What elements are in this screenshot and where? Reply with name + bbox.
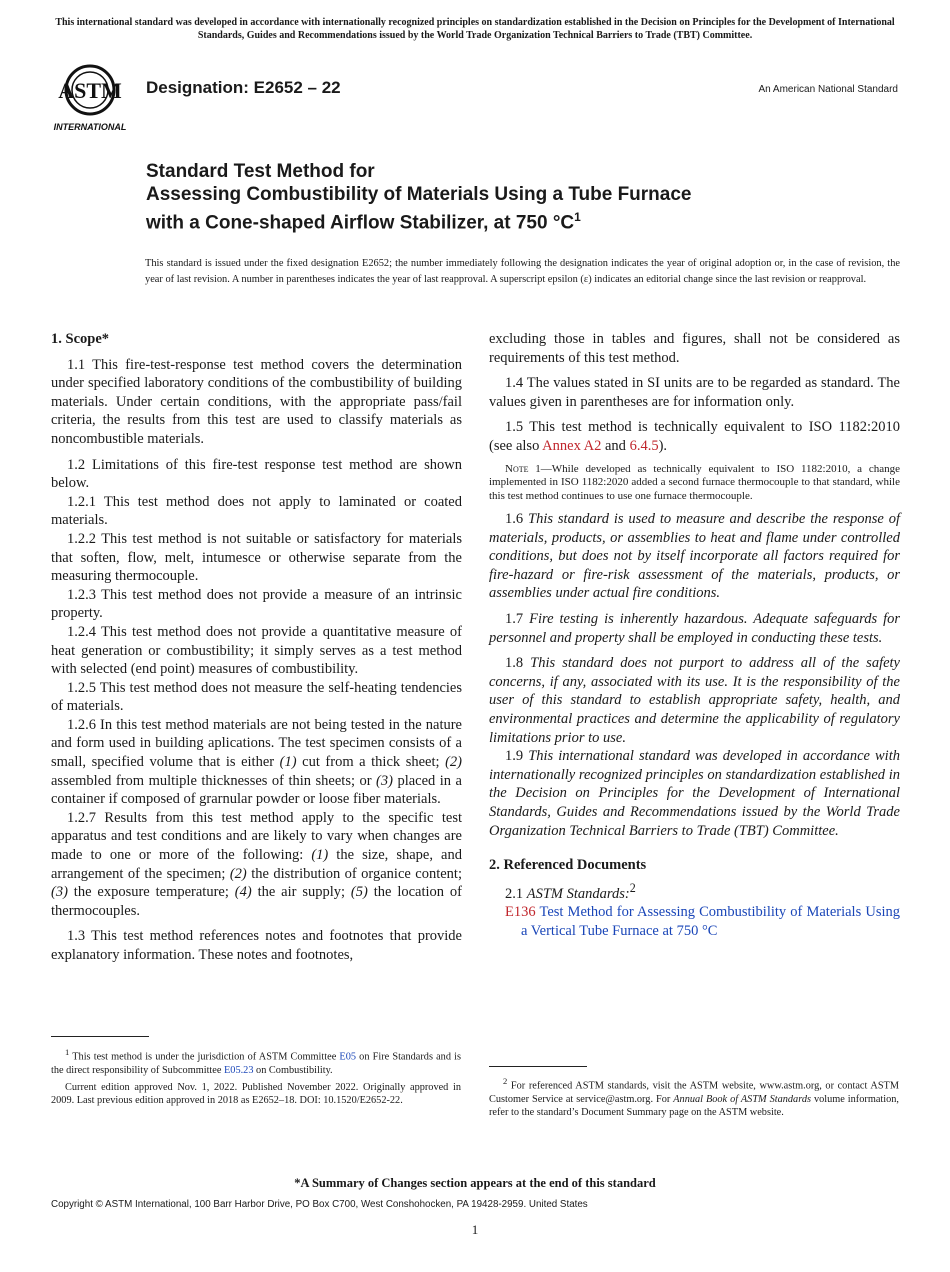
footnote-rule-left xyxy=(51,1036,149,1037)
page-number: 1 xyxy=(471,1222,479,1237)
document-title xyxy=(146,160,866,234)
astm-logo xyxy=(50,58,136,134)
link-e05[interactable]: E05 xyxy=(339,1051,357,1063)
link-e136[interactable]: E136 xyxy=(505,904,536,921)
para-1-5: 1.5 This test method is technically equivalent to ISO 1182:2010 (see also Annex A2 and 6.4.5). xyxy=(489,419,900,454)
para-1-4: 1.4 The values stated in SI units are to be regarded as standard. The values given in parentheses are for information only. xyxy=(489,375,900,410)
para-1-2-7: 1.2.7 Results from this test method apply to the specific test apparatus and test conditions and are likely to vary when changes are made to one or more of the following: (1) the size, shape, and arrangement of the specimen; (2) the distribution of organice content; (3) the exposure temperature; (4) the air supply; (5) the location of thermocouples. xyxy=(51,809,462,919)
para-1-3: 1.3 This test method references notes and footnotes that provide explanatory information. These notes and footnotes, xyxy=(51,928,462,963)
logo-sub-text: INTERNATIONAL xyxy=(53,122,127,132)
footnote-edition: Current edition approved Nov. 1, 2022. Published November 2022. Originally approved in 2009. Last previous edition approved in 2018 as E2652–18. DOI: 10.1520/E2652-22. xyxy=(51,1081,461,1107)
footnote-1: $^1$ This test method is under the jurisdiction of ASTM Committee E05 on Fire Standards and is the direct responsibility of Subcommittee E05.23 on Combustibility. Current edition approved Nov. 1, 2022. Published November 2022. Originally approved in 2009. Last previous edition approved in 2018 as E2652–18. DOI: 10.1520/E2652-22. xyxy=(51,1047,461,1107)
summary-of-changes-note: *A Summary of Changes section appears at the end of this standard xyxy=(294,1176,656,1190)
para-1-2-3: 1.2.3 This test method does not provide a measure of an intrinsic property. xyxy=(51,586,462,622)
copyright: Copyright © ASTM International, 100 Barr Harbor Drive, PO Box C700, West Conshohocken, PA 19428-2959. United States xyxy=(51,1199,588,1210)
para-1-2-6: 1.2.6 In this test method materials are not being tested in the nature and form used in building aplications. The test specimen consists of a small, specified volume that is either (1) cut from a thick sheet; (2) assembled from multiple thicknesses of thin sheets; or (3) placed in a container if composed of grarnular powder or loose fiber materials. xyxy=(51,716,463,808)
para-1-9: 1.9 This international standard was developed in accordance with internationally recognized principles on standardization established in the Decision on Principles for the Development of International Standards, Guides and Recommendations issued by the World Trade Organization Technical Barriers to Trade (TBT) Committee. xyxy=(489,748,900,839)
refdocs-heading: 2. Referenced Documents xyxy=(489,857,647,874)
para-1-2-5: 1.2.5 This test method does not measure the self-heating tendencies of materials. xyxy=(51,679,462,715)
national-standard-label: An American National Standard xyxy=(758,84,898,95)
para-1-2-1: 1.2.1 This test method does not apply to laminated or coated materials. xyxy=(51,493,462,529)
para-1-8: 1.8 This standard does not purport to address all of the safety concerns, if any, associated with its use. It is the responsibility of the user of this standard to establish appropriate safety, health, and environmental practices and determine the applicability of regulatory limitations prior to use. xyxy=(489,655,900,746)
footnote-rule-right xyxy=(489,1066,587,1067)
para-1-2: 1.2 Limitations of this fire-test response test method are shown below. xyxy=(51,456,462,492)
title-line-1: Standard Test Method for xyxy=(146,161,375,182)
link-6-4-5[interactable]: 6.4.5 xyxy=(629,437,659,454)
logo-text: ASTM xyxy=(58,78,122,103)
para-1-6: 1.6 This standard is used to measure and describe the response of materials, products, or assemblies to heat and flame under controlled conditions, but does not by itself incorporate all factors required for fire-hazard or fire-risk assessment of the materials, products, or assemblies under actual fire conditions. xyxy=(489,511,901,602)
link-e136-title[interactable]: Test Method for Assessing Combustibility of Materials Using a Vertical Tube Furnace at 750 °C xyxy=(521,904,900,939)
scope-heading: 1. Scope* xyxy=(51,331,109,347)
astm-logo-icon xyxy=(50,58,136,134)
right-column xyxy=(489,330,900,940)
top-notice: This international standard was developed in accordance with internationally recognized principles on standardization established in the Decision on Principles for the Development of International Standards, Guides and Recommendations issued by the World Trade Organization Technical Barriers to Trade (TBT) Committee. xyxy=(55,17,895,41)
title-line-3: with a Cone-shaped Airflow Stabilizer, at 750 °C xyxy=(146,212,575,234)
para-1-2-4: 1.2.4 This test method does not provide a quantitative measure of heat generation or combustibility; it simply serves as a test method with selected (end point) measures of combustibility. xyxy=(51,623,462,678)
link-annex-a2[interactable]: Annex A2 xyxy=(542,437,602,454)
note-1: Note 1—While developed as technically equivalent to ISO 1182:2010, a change implemented in ISO 1182:2020 added a second furnace thermocouple to that standard, while this test method continues to use one furnace thermocouple. xyxy=(489,462,900,502)
para-1-7: 1.7 Fire testing is inherently hazardous. Adequate safeguards for personnel and property shall be employed in conducting these tests. xyxy=(489,611,901,646)
left-column xyxy=(51,330,462,965)
para-1-2-2: 1.2.2 This test method is not suitable or satisfactory for materials that soften, flow, melt, intumesce or otherwise separate from the measuring thermocouple. xyxy=(51,530,462,585)
para-1-3-cont: excluding those in tables and figures, shall not be considered as requirements of this test method. xyxy=(489,331,900,366)
title-line-2: Assessing Combustibility of Materials Using a Tube Furnace xyxy=(146,184,692,205)
footnote-2: $^2$ For referenced ASTM standards, visit the ASTM website, www.astm.org, or contact ASTM Customer Service at service@astm.org. For Annual Book of ASTM Standards volume information, refer to the standard’s Document Summary page on the ASTM website. xyxy=(489,1076,899,1118)
designation: Designation: E2652 – 22 xyxy=(146,78,341,97)
ref-e136 xyxy=(489,903,900,940)
para-1-1: 1.1 This fire-test-response test method covers the determination under specified laboratory conditions of the combustibility of building materials. Under certain conditions, with the appropriate pass/fail criteria, the results from this test are used to classify materials as noncombustible materials. xyxy=(51,356,462,447)
issued-statement: This standard is issued under the fixed designation E2652; the number immediately following the designation indicates the year of original adoption or, in the case of revision, the year of last revision. A number in parentheses indicates the year of last reapproval. A superscript epsilon (ε) indicates an editorial change since the last revision or reapproval. xyxy=(145,258,900,285)
para-2-1: 2.1 ASTM Standards:$^2$ xyxy=(505,880,636,902)
link-e05-23[interactable]: E05.23 xyxy=(224,1064,254,1076)
title-footnote-mark: 1 xyxy=(574,210,581,224)
